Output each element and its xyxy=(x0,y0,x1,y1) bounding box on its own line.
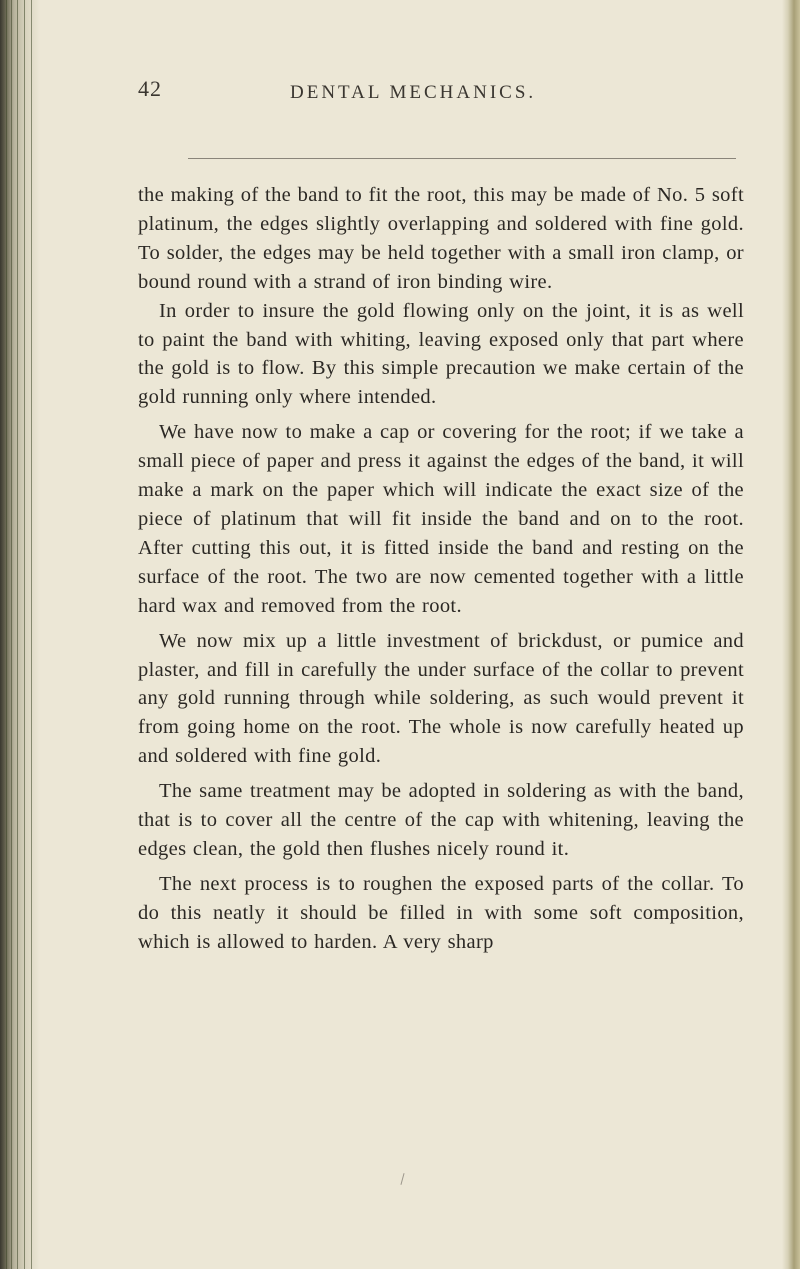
binding-line xyxy=(24,0,25,1269)
paragraph: In order to insure the gold flowing only on the joint, it is as well to paint the band with whiting, leaving exposed only that part where the gold is to flow. By this simple precaution we make certain of the gold running only where intended. xyxy=(138,299,744,409)
paragraph: The next process is to roughen the exposed parts of the collar. To do this neatly it should be filled in with some soft composition, which is allowed to harden. A very sharp xyxy=(138,872,744,953)
paragraph: We now mix up a little investment of brickdust, or pumice and plaster, and fill in carefully the under surface of the collar to prevent any gold running through while soldering, as such would prevent it from going home on the root. The whole is now carefully heated up and soldered with fine gold. xyxy=(138,629,744,768)
binding-line xyxy=(31,0,32,1269)
body-text xyxy=(138,181,744,957)
running-head: DENTAL MECHANICS. xyxy=(290,82,537,103)
paragraph: the making of the band to fit the root, this may be made of No. 5 soft platinum, the edges slightly overlapping and soldered with fine gold. To solder, the edges may be held together with a small iron clamp, or bound round with a strand of iron binding wire. xyxy=(138,184,744,293)
paragraph: The same treatment may be adopted in soldering as with the band, that is to cover all the centre of the cap with whitening, leaving the edges clean, the gold then flushes nicely round it. xyxy=(138,780,744,860)
binding-line xyxy=(17,0,18,1269)
page-right-edge xyxy=(782,0,800,1269)
header-rule xyxy=(188,158,736,159)
paragraph: We have now to make a cap or covering for the root; if we take a small piece of paper and press it against the edges of the band, it will make a mark on the paper which will indicate the exact size of the piece of platinum that will fit inside the band and on to the root. After cutting this out, it is fitted inside the band and resting on the surface of the root. The two are now cemented together with a little hard wax and removed from the root. xyxy=(138,421,744,617)
paper-speck xyxy=(400,1173,404,1185)
binding-line xyxy=(6,0,7,1269)
binding-line xyxy=(11,0,12,1269)
page-number: 42 xyxy=(138,76,162,101)
